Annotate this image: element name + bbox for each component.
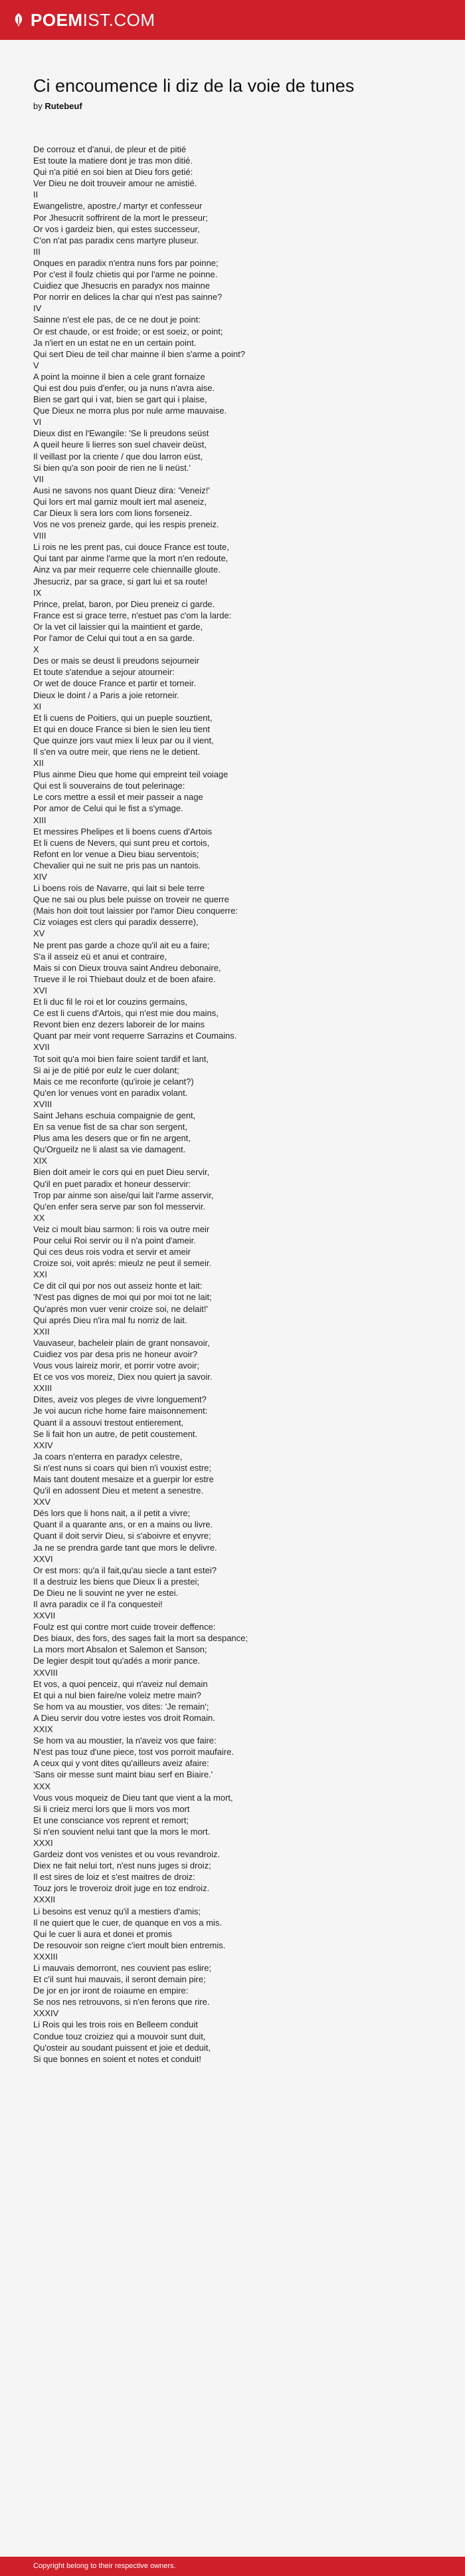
copyright-text: Copyright belong to their respective owners. <box>33 2562 176 2570</box>
poem-line: A queil heure li lierres son suel chaveir deüst, <box>33 440 207 450</box>
poem-line: XXIII <box>33 1383 52 1394</box>
poem-line: Mais si con Dieux trouva saint Andreu debonaire, <box>33 962 221 973</box>
poem-line: Qui sert Dieu de teil char mainne il bien s'arme a point? <box>33 348 245 359</box>
poem-line: Veiz ci moult biau sarmon: li rois va outre meir <box>33 1224 210 1234</box>
poem-line: Il s'en va outre meir, que riens ne le detient. <box>33 746 201 757</box>
poem-line: Il a destruiz les biens que Dieux li a prestei; <box>33 1576 200 1587</box>
poem-line: Qu'Orgueilz ne li alast sa vie damagent. <box>33 1144 186 1155</box>
poem-line: De resouvoir son reigne c'iert moult bien entremis. <box>33 1940 226 1950</box>
poem-line: III <box>33 246 41 257</box>
poem-title: Ci encoumence li diz de la voie de tunes <box>33 76 355 96</box>
poem-line: Il ne quiert que le cuer, de quanque en vos a mis. <box>33 1917 223 1928</box>
poem-line: Des biaux, des fors, des sages fait la mort sa despance; <box>33 1633 248 1644</box>
poem-line: Touz jors le troveroiz droit juge en toz endroiz. <box>33 1883 210 1894</box>
poem-line: Et vos, a quoi penceiz, qui n'aveiz nul demain <box>33 1678 208 1689</box>
poem-line: XXI <box>33 1269 47 1280</box>
poem-line: Le cors mettre a essil et meir passeir a nage <box>33 792 203 803</box>
poem-line: Condue touz croiziez qui a mouvoir sunt duit, <box>33 2031 206 2041</box>
poem-line: Qu'en enfer sera serve par son fol messervir. <box>33 1201 205 1212</box>
poem-line: XXVII <box>33 1610 56 1621</box>
poem-line: Et toute s'atendue a sejour atourneir: <box>33 667 175 678</box>
poem-line: XVIII <box>33 1098 52 1109</box>
poem-heading <box>33 75 438 112</box>
poem-line: IV <box>33 303 42 314</box>
poem-line: Cuidiez vos par desa pris ne honeur avoir? <box>33 1349 198 1359</box>
by-label: by <box>33 101 45 111</box>
poem-line: Or est mors: qu'a il fait,qu'au siecle a tant estei? <box>33 1565 217 1575</box>
site-header <box>0 0 465 40</box>
poem-line: Dés lors que li hons nait, a il petit a vivre; <box>33 1508 191 1519</box>
poem-line: Est toute la matiere dont je tras mon ditié. <box>33 156 193 166</box>
poem-line: Il est sires de loiz et s'est maitres de droiz: <box>33 1872 195 1882</box>
poem-line: Et li duc fil le roi et lor couzins germains, <box>33 997 187 1007</box>
poem-line: XXX <box>33 1781 51 1791</box>
poem-line: Qu'aprés mon vuer venir croize soi, ne delait!' <box>33 1303 208 1314</box>
poem-line: Gardeiz dont vos venistes et ou vous revandroiz. <box>33 1849 221 1860</box>
poem-line: Li boens rois de Navarre, qui lait si bele terre <box>33 883 205 894</box>
poem-line: (Mais hon doit tout laissier por l'amor Dieu conquerre: <box>33 906 238 916</box>
poem-line: Or est chaude, or est froide; or est soeiz, or point; <box>33 326 223 336</box>
poem-line: XIV <box>33 872 47 882</box>
logo-text-normal: IST.COM <box>82 10 155 30</box>
poem-line: Or wet de douce France et partir et torneir. <box>33 678 196 689</box>
site-logo[interactable] <box>12 9 155 31</box>
poem-line: Il avra paradix ce il l'a conquestei! <box>33 1599 163 1609</box>
poem-line: Qui ces deus rois vodra et servir et ameir <box>33 1247 191 1257</box>
poem-line: Et qui en douce France si bien le sien leu tient <box>33 723 210 734</box>
poem-line: Qu'en lor venues vont en paradix volant. <box>33 1087 188 1098</box>
poem-line: V <box>33 360 39 370</box>
poem-line: Car Dieux li sera lors com lions forseneiz. <box>33 508 193 518</box>
poem-line: X <box>33 644 39 655</box>
poem-line: Onques en paradix n'entra nuns fors par poinne; <box>33 257 219 268</box>
poem-line: Croize soi, voit aprés: mieulz ne peut il semeir. <box>33 1258 212 1269</box>
poem-line: Et qui a nul bien faire/ne voleiz metre main? <box>33 1690 201 1700</box>
poem-line: Or vos i gardeiz bien, qui estes successeur, <box>33 223 200 234</box>
poem-line: Si bien qu'a son pooir de rien ne li neüst.' <box>33 462 191 473</box>
poem-line: Ausi ne savons nos quant Dieuz dira: 'Veneiz!' <box>33 485 210 495</box>
poem-line: Dieux le doint / a Paris a joie retorneir. <box>33 690 179 700</box>
poem-line: XVI <box>33 985 47 995</box>
poem-line: Quant il a quarante ans, or en a mains ou livre. <box>33 1519 213 1530</box>
poem-line: 'N'est pas dignes de moi qui por moi tot ne lait; <box>33 1292 212 1303</box>
poem-line: Que Dieux ne morra plus por nule arme mauvaise. <box>33 406 227 416</box>
poem-line: France est si grace terre, n'estuet pas c'om la larde: <box>33 610 232 620</box>
poem-line: Jhesucriz, par sa grace, si gart lui et sa route! <box>33 576 208 586</box>
poem-line: De jor en jor iront de roiaume en empire: <box>33 1986 189 1996</box>
poem-line: VII <box>33 473 44 484</box>
poem-line: Vous vous moqueiz de Dieu tant que vient a la mort, <box>33 1792 233 1803</box>
poem-line: XXXIII <box>33 1951 58 1962</box>
poem-line: Dieux dist en l'Ewangile: 'Se li preudons seüst <box>33 428 209 439</box>
poem-line: Bien se gart qui i vat, bien se gart qui i plaise, <box>33 394 207 405</box>
poem-line: Dites, aveiz vos pleges de vivre longuement? <box>33 1394 207 1405</box>
poem-line: XIII <box>33 815 46 825</box>
poem-line: Prince, prelat, baron, por Dieu preneiz ci garde. <box>33 598 215 609</box>
logo-text-bold: POEM <box>31 10 83 30</box>
site-footer <box>0 2557 465 2576</box>
poem-line: XXVI <box>33 1553 53 1564</box>
poem-line: Diex ne fait nelui tort, n'est nuns juges si droiz; <box>33 1861 211 1871</box>
poem-line: XX <box>33 1212 45 1223</box>
poem-line: II <box>33 190 39 200</box>
poem-line: N'est pas touz d'une piece, tost vos porroit maufaire. <box>33 1747 234 1757</box>
poem-line: XI <box>33 701 42 711</box>
poem-line: Et ce vos vos moreiz, Diex nou quiert ja savoir. <box>33 1372 213 1382</box>
poem-line: Qui n'a pitié en soi bien at Dieu fors getié: <box>33 167 193 178</box>
poem-line: XII <box>33 758 44 769</box>
poem-line: Mais tant doutent mesaize et a guerpir lor estre <box>33 1474 214 1484</box>
poem-line: Por c'est il foulz chietis qui por l'arme ne poinne. <box>33 269 218 280</box>
poem-line: Et une consciance vos reprent et remort; <box>33 1815 189 1825</box>
logo-text <box>31 9 155 31</box>
poem-line: Quant il doit servir Dieu, si s'aboivre et enyvre; <box>33 1531 211 1541</box>
poem-line: 'Sans oir messe sunt maint biau serf en Biaire.' <box>33 1769 213 1780</box>
poem-line: Revont bien enz dezers laboreir de lor mains <box>33 1019 205 1030</box>
poem-line: Plus ainme Dieu que home qui empreint teil voiage <box>33 769 229 780</box>
poem-line: Qu'il en adossent Dieu et metent a senestre. <box>33 1485 204 1496</box>
poem-line: C'on n'at pas paradix cens martyre pluseur. <box>33 235 199 245</box>
poem-line: Ce est li cuens d'Artois, qui n'est mie dou mains, <box>33 1008 219 1019</box>
poem-line: Ewangelistre, apostre,/ martyr et confesseur <box>33 201 203 211</box>
poem-line: XIX <box>33 1156 47 1166</box>
poem-line: Qu'osteir au soudant puissent et joie et deduit, <box>33 2042 211 2053</box>
poem-line: XXXIV <box>33 2008 59 2019</box>
poem-line: Qui est li souverains de tout pelerinage: <box>33 781 185 791</box>
poem-line: XXII <box>33 1326 50 1337</box>
poem-line: Ainz va par meir requerre cele chiennaille gloute. <box>33 565 221 575</box>
author-link[interactable]: Rutebeuf <box>45 101 82 111</box>
poem-line: De Dieu ne li souvint ne yver ne estei. <box>33 1587 179 1598</box>
poem-line: Que ne sai ou plus bele puisse on troveir ne querre <box>33 894 229 905</box>
quill-icon <box>12 13 25 27</box>
poem-line: Quant par meir vont requerre Sarrazins et Coumains. <box>33 1031 237 1041</box>
poem-line: Saint Jehans eschuia compaignie de gent, <box>33 1110 196 1120</box>
poem-line: La mors mort Absalon et Salemon et Sanson; <box>33 1644 207 1655</box>
poem-line: A point la moinne il bien a cele grant fornaize <box>33 371 205 382</box>
poem-line: Tot soit qu'a moi bien faire soient tardif et lant, <box>33 1053 209 1064</box>
poem-line: XXVIII <box>33 1667 58 1678</box>
poem-line: Des or mais se deust li preudons sejourneir <box>33 656 200 666</box>
poem-line: Vous vous laireiz morir, et porrir votre avoir; <box>33 1360 199 1371</box>
poem-line: XV <box>33 928 45 939</box>
poem-line: VI <box>33 417 42 428</box>
poem-line: Trop par ainme son aise/qui lait l'arme asservir, <box>33 1190 214 1200</box>
poem-line: XXXI <box>33 1837 53 1848</box>
poem-line: Por Jhesucrit soffrirent de la mort le presseur; <box>33 212 208 223</box>
poem-line: Plus ama les desers que or fin ne argent, <box>33 1133 191 1144</box>
poem-line: Si n'en souvient nelui tant que la mors le mort. <box>33 1826 211 1837</box>
poem-line: Qui lors ert mal garniz moult iert mal aseneiz, <box>33 496 207 507</box>
poem-line: Se li fait hon un autre, de petit coustement. <box>33 1428 198 1439</box>
poem-line: Si que bonnes en soient et notes et conduit! <box>33 2053 201 2064</box>
poem-line: De corrouz et d'anui, de pleur et de pitié <box>33 144 187 154</box>
poem-line: Ce dit cil qui por nos out asseiz honte et lait: <box>33 1281 203 1291</box>
poem-line: A ceux qui y vont dites qu'ailleurs aveiz afaire: <box>33 1758 209 1769</box>
poem-line: IX <box>33 587 42 598</box>
poem-line: Se hom va au moustier, vos dites: 'Je remain'; <box>33 1701 209 1712</box>
poem-line: Li Rois qui les trois rois en Belleem conduit <box>33 2019 198 2030</box>
poem-line: Li mauvais demorront, nes couvient pas eslire; <box>33 1963 212 1973</box>
poem-line: Cuidiez que Jhesucris en paradyx nos mainne <box>33 281 210 291</box>
poem-body <box>33 144 438 2065</box>
poem-line: Qui aprés Dieu n'ira mal fu norriz de lait. <box>33 1315 187 1325</box>
poem-line: Ver Dieu ne doit trouveir amour ne amistié. <box>33 178 197 189</box>
poem-line: Pour celui Roi servir ou il n'a point d'ameir. <box>33 1235 196 1245</box>
poem-line: Vos ne vos preneiz garde, qui les respis preneiz. <box>33 519 219 530</box>
poem-line: XXIX <box>33 1724 53 1735</box>
poem-line: Il veillast por la criente / que dou larron eüst, <box>33 451 203 461</box>
poem-line: Refont en lor venue a Dieu biau serventois; <box>33 848 199 859</box>
poem-line: XXXII <box>33 1894 56 1905</box>
poem-line: A Dieu servir dou votre iestes vos droit Romain. <box>33 1712 215 1723</box>
poem-line: Si n'est nuns si coars qui bien n'i vouxist estre; <box>33 1462 211 1473</box>
poem-line: XXV <box>33 1497 51 1507</box>
poem-line: S'a il asseiz eü et anui et contraire, <box>33 951 167 962</box>
poem-line: XXIV <box>33 1440 53 1450</box>
poem-line: Se nos nes retrouvons, si n'en ferons que rire. <box>33 1997 210 2007</box>
poem-line: En sa venue fist de sa char son sergent, <box>33 1122 187 1132</box>
poem-line: Qui est dou puis d'enfer, ou ja nuns n'avra aise. <box>33 382 215 393</box>
poem-line: Or la vet cil laissier qui la maintient et garde, <box>33 621 203 632</box>
poem-line: Je voi aucun riche home faire maisonnement: <box>33 1406 208 1416</box>
poem-line: Mais ce me reconforte (qu'iroie je celant?) <box>33 1076 194 1087</box>
poem-line: Et messires Phelipes et li boens cuens d'Artois <box>33 826 213 837</box>
poem-line: VIII <box>33 531 46 541</box>
byline <box>33 100 438 112</box>
poem-line: Por norrir en delices la char qui n'est pas sainne? <box>33 292 223 303</box>
poem-line: Li besoins est venuz qu'il a mestiers d'amis; <box>33 1906 201 1916</box>
poem-line: Ne prent pas garde a choze qu'il ait eu a faire; <box>33 940 210 950</box>
poem-line: Vauvaseur, bacheleir plain de grant nonsavoir, <box>33 1337 210 1348</box>
poem-line: Et li cuens de Poitiers, qui un pueple souztient, <box>33 712 213 723</box>
poem-line: Li rois ne les prent pas, cui douce France est toute, <box>33 542 229 553</box>
poem-line: Que quinze jors vaut miex li leux par ou il vient, <box>33 735 214 745</box>
poem-line: Ciz voiages est clers qui paradix desserre), <box>33 917 199 928</box>
poem-line: Por l'amor de Celui qui tout a en sa garde. <box>33 633 195 644</box>
poem-line: Se hom va au moustier, la n'aveiz vos que faire: <box>33 1736 217 1746</box>
poem-line: Ja ne se prendra garde tant que mors le delivre. <box>33 1542 217 1553</box>
poem-line: Bien doit ameir le cors qui en puet Dieu servir, <box>33 1167 210 1178</box>
poem-line: Ja coars n'enterra en paradyx celestre, <box>33 1451 183 1462</box>
poem-line: Et li cuens de Nevers, qui sunt preu et cortois, <box>33 837 210 848</box>
poem-line: Et c'il sunt hui mauvais, il seront demain pire; <box>33 1974 206 1985</box>
poem-line: Foulz est qui contre mort cuide troveir deffence: <box>33 1622 216 1632</box>
poem-line: Trueve il le roi Thiebaut doulz et de boen afaire. <box>33 973 216 984</box>
poem-line: Qui tant par ainme l'arme que la mort n'en redoute, <box>33 553 229 564</box>
poem-line: Por amor de Celui qui le fist a s'ymage. <box>33 803 183 814</box>
poem-line: Si ai je de pitié por eulz le cuer dolant; <box>33 1065 179 1075</box>
poem-line: Si li crieiz merci lors que li mors vos mort <box>33 1803 190 1814</box>
poem-line: Quant il a assouvi trestout entierement, <box>33 1417 184 1428</box>
poem-line: Ja n'iert en un estat ne en un certain point. <box>33 337 197 348</box>
poem-line: Chevalier qui ne suit ne pris pas un nantois. <box>33 860 201 870</box>
poem-line: Sainne n'est ele pas, de ce ne dout je point: <box>33 315 201 325</box>
poem-line: Qu'il en puet paradix et honeur desservir: <box>33 1178 191 1189</box>
poem-line: De legier despit tout qu'adés a morir pance. <box>33 1656 201 1666</box>
poem-line: XVII <box>33 1042 50 1053</box>
poem-line: Qui le cuer li aura et donei et promis <box>33 1928 172 1939</box>
